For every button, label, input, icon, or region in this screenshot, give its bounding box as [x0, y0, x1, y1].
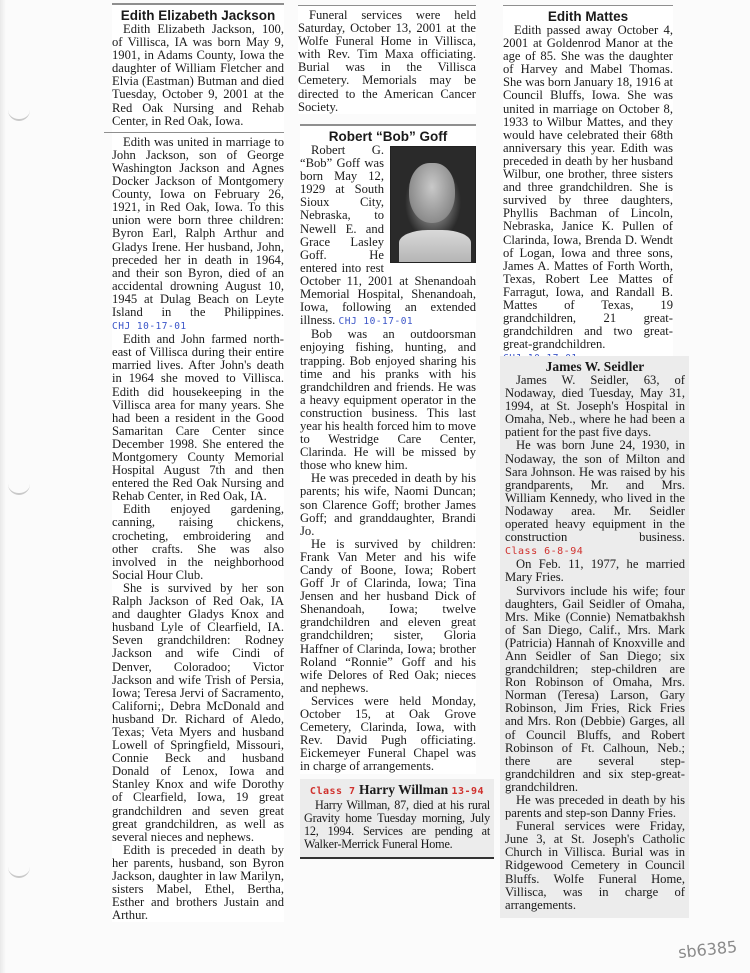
- divider: [112, 3, 284, 5]
- paragraph-text: He was born June 24, 1930, in Nodaway, the son of Milton and Sara Johnson. He was raised by his grandparents, Mr. and Mrs. William Kennedy, who lived in the Nodaway area. Mr. Seidler operated heavy equipment in the construction business.: [505, 438, 685, 545]
- obituary-paragraph: Funeral services were Friday, June 3, at St. Joseph's Catholic Church in Villisca. Burial was in Ridgewood Cemetery in Council Bluffs. Wolfe Funeral Home, Villisca, was in charge of arrangements.: [505, 819, 685, 912]
- handwritten-note: 13-94: [451, 786, 485, 797]
- obituary-edith-jackson-funeral: [298, 5, 476, 114]
- divider: [104, 132, 284, 133]
- obituary-paragraph: [503, 24, 673, 365]
- obituary-edith-jackson: [112, 3, 284, 922]
- page-edge-shadow: [0, 0, 6, 973]
- obituary-paragraph: He was preceded in death by his parents and step-son Danny Fries.: [505, 793, 685, 821]
- obituary-heading: James W. Seidler: [545, 359, 645, 374]
- obituary-paragraph: [112, 136, 284, 333]
- obituary-paragraph: Harry Willman, 87, died at his rural Gravity home Tuesday morning, July 12, 1994. Services are pending at Walker-Merrick Funeral Home.: [304, 798, 490, 852]
- photo-shirt: [399, 230, 471, 262]
- obituary-paragraph: Edith Elizabeth Jackson, 100, of Villisca, IA was born May 9, 1901, in Adams County, Iowa the daughter of William Fletcher and Elvia (Eastman) Butman and died Tuesday, October 9, 2001 at the Red Oak Nursing and Rehab Center, in Red Oak, Iowa.: [112, 22, 284, 128]
- divider: [298, 5, 476, 6]
- obituary-paragraph: James W. Seidler, 63, of Nodaway, died Tuesday, May 31, 1994, at St. Joseph's Hospital in Omaha, Neb., where he had been a patient for the past five days.: [505, 373, 685, 440]
- divider: [503, 5, 673, 6]
- obituary-paragraph: Edith and John farmed north-east of Villisca during their entire married lives. After John's death in 1964 she moved to Villisca. Edith did housekeeping in the Villisca area for many years. She had been a resident in the Good Samaritan Care Center since December 1998. She entered the Montgomery County Memorial Hospital August 7th and then entered the Red Oak Nursing and Rehab Center, in Red Oak, IA.: [112, 332, 284, 504]
- divider: [300, 124, 476, 126]
- binder-hole-bottom: [8, 865, 30, 878]
- obituary-heading: Edith Elizabeth Jackson: [120, 8, 276, 23]
- obituary-paragraph: Services were held Monday, October 15, at Oak Grove Cemetery, Clarinda, Iowa, with Rev. David Pugh officiating. Eickemeyer Funeral Chapel was in charge of arrangements.: [300, 693, 476, 774]
- obituary-harry-willman: [300, 779, 494, 859]
- obituary-heading-row: [304, 782, 490, 799]
- binder-hole-top: [8, 108, 30, 121]
- obituary-paragraph: She is survived by her son Ralph Jackson of Red Oak, IA and daughter Gladys Knox and husband Lyle of Clearfield, IA. Seven grandchildren: Rodney Jackson and wife Cindi of Denver, Coloradoo; Victor Jackson and wife Trish of Persia, Iowa; Teresa Jervi of Sacramento, Californi;, Debra McDonald and husband Dr. Richard of Aledo, Texas; Veta Myers and husband Lowell of Springfield, Missouri, Connie Beck and husband Donald of Lenox, Iowa and Stanley Knox and wife Dorothy of Clearfield, Iowa, 19 great grandchildren and seven great great grandchildren, as well as several nieces and nephews.: [112, 580, 284, 844]
- obituary-heading: Harry Willman: [358, 782, 449, 797]
- obituary-paragraph: Edith enjoyed gardening, canning, raising chickens, crocheting, embroidering and other crafts. She was also involved in the neighborhood Social Hour Club.: [112, 502, 284, 582]
- obituary-edith-mattes: [503, 5, 673, 365]
- obituary-paragraph: He was preceded in death by his parents; his wife, Naomi Duncan; son Clarence Goff; brother James Goff; and granddaughter, Brandi Jo.: [300, 471, 476, 538]
- paragraph-text: Edith passed away October 4, 2001 at Goldenrod Manor at the age of 85. She was the daughter of Harvey and Mabel Thomas. She was born January 18, 1916 at Council Bluffs, Iowa. She was united in marriage on October 8, 1933 to Wilbur Mattes, and they would have celebrated their 68th anniversary this year. Edith was preceded in death by her husband Wilbur, one brother, three sisters and three grandchildren. She is survived by three daughters, Phyllis Bachman of Lincoln, Nebraska, Janice K. Pullen of Clarinda, Iowa, Brenda D. Wendt of Logan, Iowa and three sons, James A. Mattes of Forth Worth, Texas, Robert Lee Mattes of Farragut, Iowa, and Randall B. Mattes of Texas, 19 grandchildren, 21 great-grandchildren and two great-great-grandchildren.: [503, 23, 673, 352]
- obituary-paragraph: On Feb. 11, 1977, he married Mary Fries.: [505, 557, 685, 585]
- obituary-heading: Edith Mattes: [547, 9, 629, 24]
- handwritten-note: Class 7: [309, 786, 356, 797]
- obituary-paragraph: He is survived by children: Frank Van Meter and his wife Candy of Boone, Iowa; Robert Goff Jr of Clarinda, Iowa; Tina Jensen and her husband Dick of Shenandoah, Iowa; twelve grandchildren and eleven great grandchildren; sister, Gloria Haffner of Clarinda, Iowa; brother Roland “Ronnie” Goff and his wife Delores of Red Oak; nieces and nephews.: [300, 536, 476, 695]
- binder-hole-middle: [8, 482, 30, 495]
- handwritten-note: Class 6-8-94: [505, 546, 584, 558]
- obituary-paragraph: Survivors include his wife; four daughters, Gail Seidler of Omaha, Mrs. Mike (Connie) Nematbakhsh of San Diego, Calif., Mrs. Mark (Patricia) Hannah of Knoxville and Ann Seidler of San Diego; six grandchildren; step-children are Ron Robinson of Omaha, Mrs. Norman (Teresa) Larson, Gary Robinson, Jim Fries, Rick Fries and Mrs. Ron (Debbie) Garges, all of Council Bluffs, and Robert Robinson of Ft. Calhoun, Neb.; there are several step-grandchildren and six step-great-grandchildren.: [505, 583, 685, 794]
- obituary-james-seidler: [500, 356, 689, 918]
- paragraph-text: Edith was united in marriage to John Jackson, son of George Washington Jackson and Agnes Docker Jackson of Montgomery County, Iowa on February 26, 1921, in Red Oak, Iowa. To this union were born three children: Byron Earl, Ralph Arthur and Gladys Irene. Her husband, John, preceded her in death in 1964, and their son Byron, died of an accidental drowning August 10, 1945 at Dulag Beach on Leyte Island in the Philippines.: [112, 134, 284, 319]
- handwritten-note: CHJ 10-17-01: [338, 316, 414, 328]
- handwritten-note: CHJ 10-17-01: [112, 321, 187, 333]
- photo-face: [409, 163, 455, 223]
- obituary-heading: Robert “Bob” Goff: [328, 129, 448, 144]
- obituary-paragraph: [505, 439, 685, 558]
- paragraph-text: Robert G. “Bob” Goff was born May 12, 1929 at South Sioux City, Nebraska, to Newell E. and Grace Lasley Goff. He entered into rest October 11, 2001 at Shenandoah Memorial Hospital, Shenandoah, Iowa, following an extended illness.: [300, 143, 476, 328]
- obituary-paragraph: Funeral services were held Saturday, October 13, 2001 at the Wolfe Funeral Home in Villisca, with Rev. Tim Maxa officiating. Burial was in the Villisca Cemetery. Memorials may be directed to the American Cancer Society.: [298, 8, 476, 114]
- archive-number: sb6385: [677, 936, 739, 963]
- obituary-robert-goff: [300, 124, 476, 774]
- obituary-paragraph: Edith is preceded in death by her parents, husband, son Byron Jackson, daughter in law Marilyn, sisters Mabel, Ethel, Bertha, Esther and brothers Justain and Arthur.: [112, 842, 284, 923]
- portrait-photo: [390, 146, 476, 263]
- obituary-paragraph: Bob was an outdoorsman enjoying fishing, hunting, and trapping. Bob enjoyed sharing his time and his pranks with his grandchildren and friends. He was a heavy equipment operator in the construction business. This last year his health forced him to move to Westridge Care Center, Clarinda. He will be missed by those who knew him.: [300, 327, 476, 473]
